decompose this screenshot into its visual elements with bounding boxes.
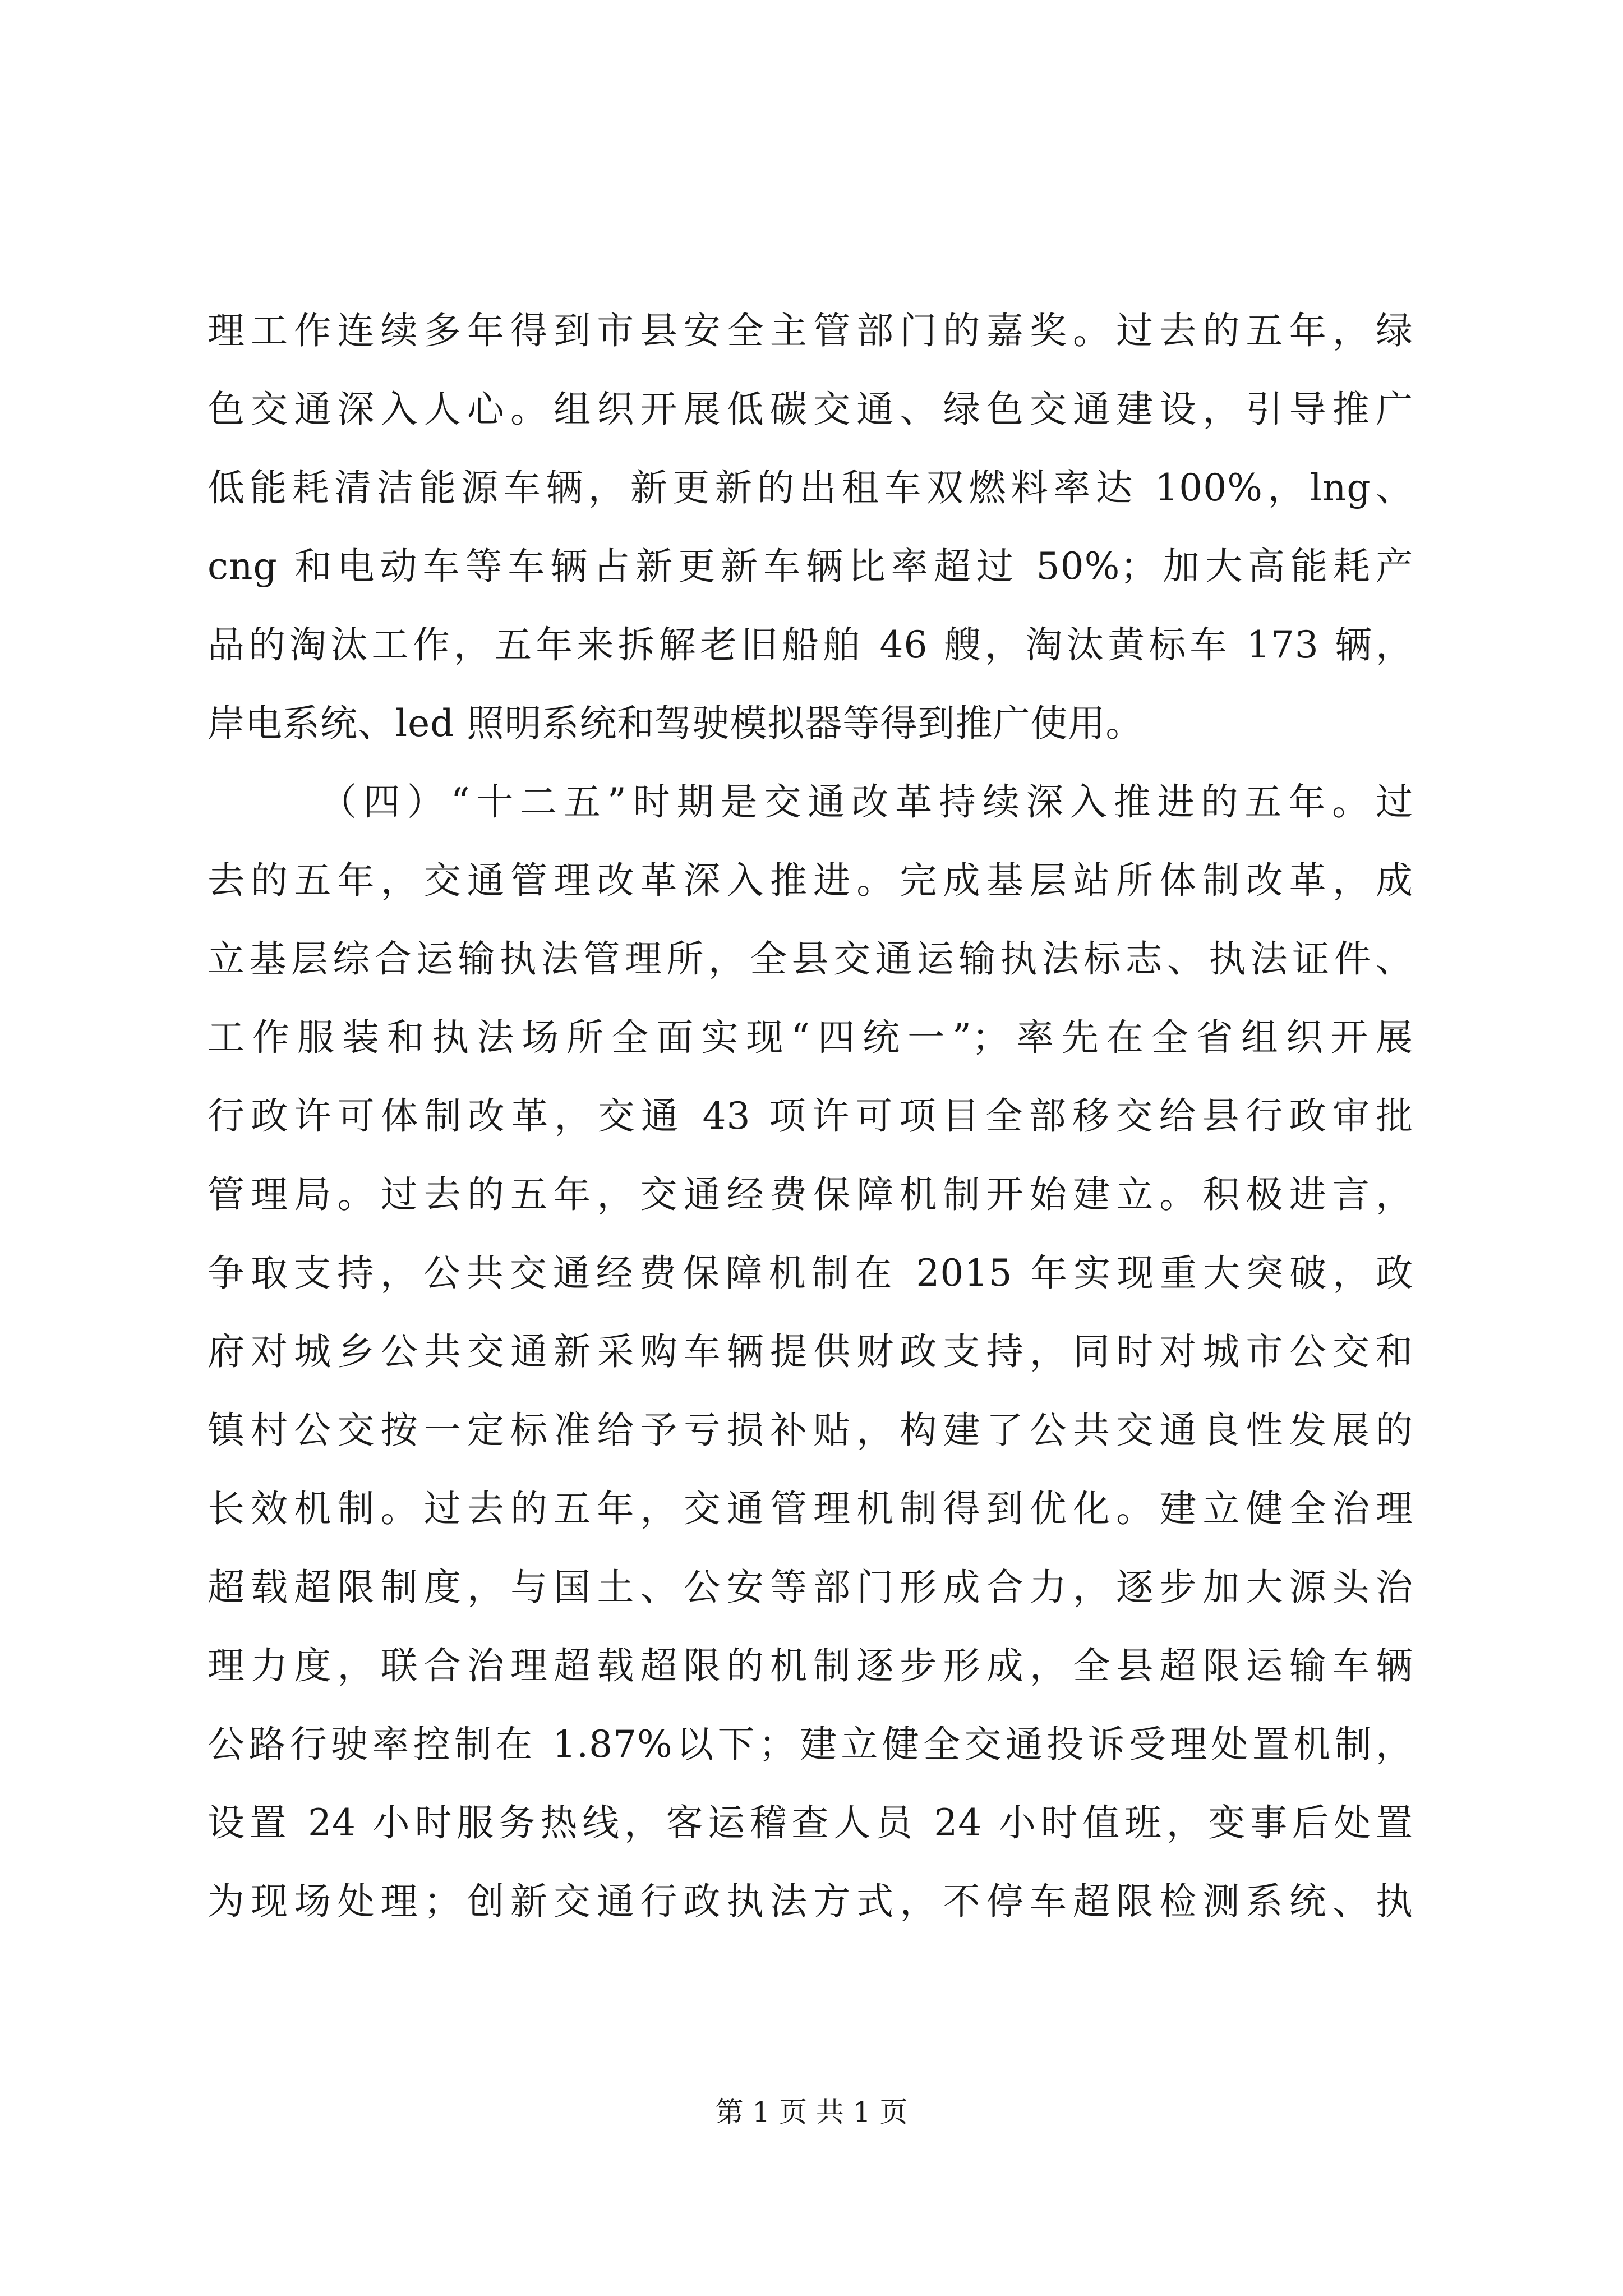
text-line: 理工作连续多年得到市县安全主管部门的嘉奖。过去的五年，绿	[208, 309, 1413, 352]
text-line: 去的五年，交通管理改革深入推进。完成基层站所体制改革，成	[208, 859, 1413, 902]
text-line: 低能耗清洁能源车辆，新更新的出租车双燃料率达 100%，lng、	[208, 466, 1413, 509]
text-line: 争取支持，公共交通经费保障机制在 2015 年实现重大突破，政	[208, 1251, 1413, 1295]
text-line: 立基层综合运输执法管理所，全县交通运输执法标志、执法证件、	[208, 937, 1413, 981]
text-line: 长效机制。过去的五年，交通管理机制得到优化。建立健全治理	[208, 1487, 1413, 1530]
text-line: cng 和电动车等车辆占新更新车辆比率超过 50%；加大高能耗产	[208, 545, 1413, 588]
document-body	[208, 292, 1413, 1941]
text-line: 镇村公交按一定标准给予亏损补贴，构建了公共交通良性发展的	[208, 1409, 1413, 1452]
text-line: 岸电系统、led 照明系统和驾驶模拟器等得到推广使用。	[208, 702, 1144, 745]
page-number-label: 第 1 页 共 1 页	[715, 2096, 908, 2128]
text-line: 色交通深入人心。组织开展低碳交通、绿色交通建设，引导推广	[208, 388, 1413, 431]
text-line: 公路行驶率控制在 1.87%以下；建立健全交通投诉受理处置机制，	[208, 1723, 1413, 1766]
text-line: 品的淘汰工作，五年来拆解老旧船舶 46 艘，淘汰黄标车 173 辆，	[208, 623, 1413, 666]
section-heading-line: （四）“十二五”时期是交通改革持续深入推进的五年。过	[320, 780, 1413, 823]
text-line: 理力度，联合治理超载超限的机制逐步形成，全县超限运输车辆	[208, 1644, 1413, 1687]
text-line: 工作服装和执法场所全面实现“四统一”；率先在全省组织开展	[208, 1016, 1413, 1059]
text-line: 行政许可体制改革，交通 43 项许可项目全部移交给县行政审批	[208, 1094, 1413, 1138]
text-line: 管理局。过去的五年，交通经费保障机制开始建立。积极进言，	[208, 1173, 1413, 1216]
text-line: 设置 24 小时服务热线，客运稽查人员 24 小时值班，变事后处置	[208, 1801, 1413, 1844]
text-line: 超载超限制度，与国土、公安等部门形成合力，逐步加大源头治	[208, 1566, 1413, 1609]
page-footer	[0, 2095, 1623, 2129]
text-line: 府对城乡公共交通新采购车辆提供财政支持，同时对城市公交和	[208, 1330, 1413, 1373]
text-line: 为现场处理；创新交通行政执法方式，不停车超限检测系统、执	[208, 1880, 1413, 1923]
